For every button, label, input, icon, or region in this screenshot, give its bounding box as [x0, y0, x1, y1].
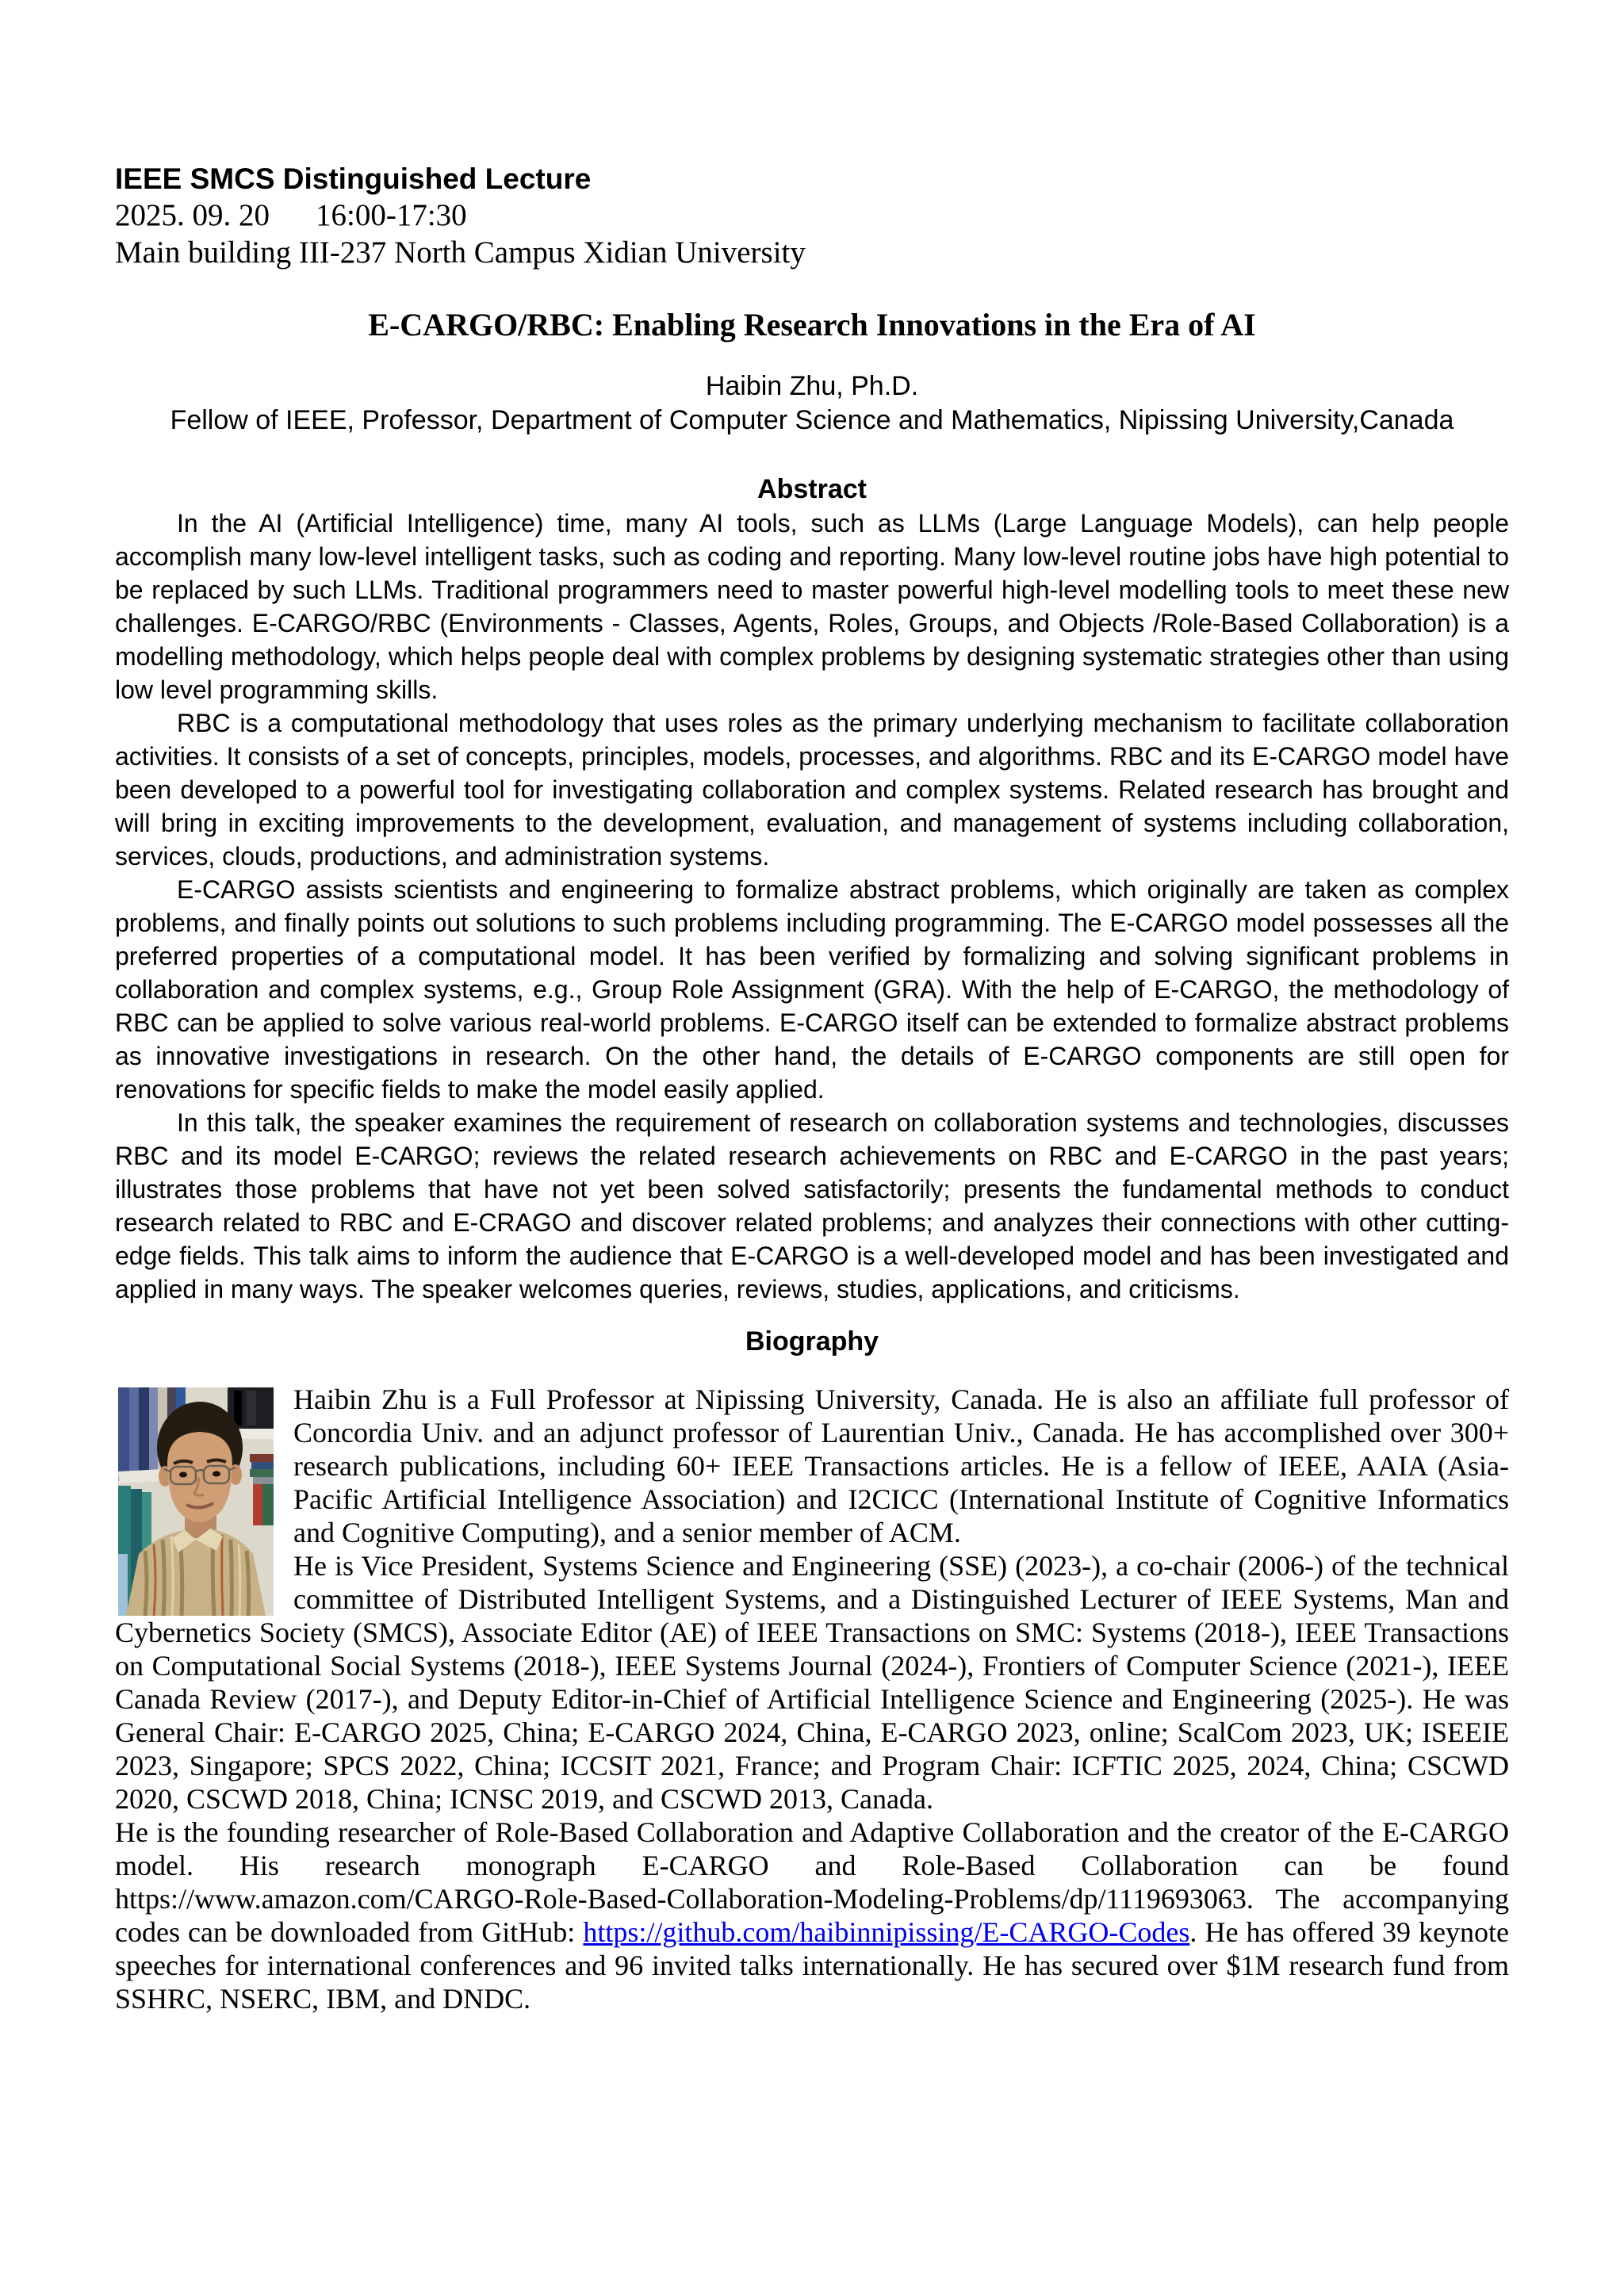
biography-heading: Biography	[745, 1326, 879, 1357]
flyer-header	[115, 161, 1509, 271]
amazon-url-text: https://www.amazon.com/CARGO-Role-Based-Collaboration-Modeling-Problems/dp/1119693063	[115, 1883, 1247, 1915]
abstract-paragraph-3: E-CARGO assists scientists and engineering to formalize abstract problems, which originally are taken as complex problems, and finally points out solutions to such problems including programming. The E-CARGO model possesses all the preferred properties of a computational model. It has been verified by formalizing and solving significant problems in collaboration and complex systems, e.g., Group Role Assignment (GRA). With the help of E-CARGO, the methodology of RBC can be applied to solve various real-world problems. E-CARGO itself can be extended to formalize abstract problems as innovative investigations in research. On the other hand, the details of E-CARGO components are still open for renovations for specific fields to make the model easily applied.	[115, 875, 1509, 1104]
speaker-photo-graphic	[118, 1387, 274, 1616]
lecture-datetime	[115, 197, 1509, 234]
abstract-paragraph-1: In the AI (Artificial Intelligence) time, many AI tools, such as LLMs (Large Language Models), can help people accomplish many low-level intelligent tasks, such as coding and reporting. Many low-level routine jobs have high potential to be replaced by such LLMs. Traditional programmers need to master powerful high-level modelling tools to meet these new challenges. E-CARGO/RBC (Environments - Classes, Agents, Roles, Groups, and Objects /Role-Based Collaboration) is a modelling methodology, which helps people deal with complex problems by designing systematic strategies other than using low level programming skills.	[115, 509, 1509, 704]
biography-p3-text-after: . He has offered 39 keynote speeches for international conferences and 96 invited talks internationally. He has secured over $1M research fund from SSHRC, NSERC, IBM, and DNDC.	[115, 1916, 1510, 2015]
lecture-time: 16:00-17:30	[316, 198, 467, 232]
abstract-paragraph-4: In this talk, the speaker examines the requirement of research on collaboration systems and technologies, discusses RBC and its model E-CARGO; reviews the related research achievements on RBC and E-CARGO in the past years; illustrates those problems that have not yet been solved satisfactorily; presents the fundamental methods to conduct research related to RBC and E-CRAGO and discover related problems; and analyzes their connections with other cutting-edge fields. This talk aims to inform the audience that E-CARGO is a well-developed model and has been investigated and applied in many ways. The speaker welcomes queries, reviews, studies, applications, and criticisms.	[115, 1108, 1509, 1303]
biography-section	[115, 1383, 1509, 2015]
speaker-name: Haibin Zhu, Ph.D.	[705, 371, 919, 401]
abstract-paragraph-2: RBC is a computational methodology that uses roles as the primary underlying mechanism to facilitate collaboration activities. It consists of a set of concepts, principles, models, processes, and algorithms. RBC and its E-CARGO model have been developed to a powerful tool for investigating collaboration and complex systems. Related research has brought and will bring in exciting improvements to the development, evaluation, and management of systems including collaboration, services, clouds, productions, and administration systems.	[115, 709, 1509, 871]
biography-p3-text-before: He is the founding researcher of Role-Based Collaboration and Adaptive Collaboration and the creator of the E-CARGO model. His research monograph E-CARGO and Role-Based Collaboration can be found	[115, 1816, 1509, 1881]
lecture-date: 2025. 09. 20	[115, 198, 270, 232]
biography-paragraph-2: He is Vice President, Systems Science and Engineering (SSE) (2023-), a co-chair (2006-) of the technical committee of Distributed Intelligent Systems, and a Distinguished Lecturer of IEEE Systems, Man and Cybernetics Society (SMCS), Associate Editor (AE) of IEEE Transactions on SMC: Systems (2018-), IEEE Transactions on Computational Social Systems (2018-), IEEE Systems Journal (2024-), Frontiers of Computer Science (2021-), IEEE Canada Review (2017-), and Deputy Editor-in-Chief of Artificial Intelligence Science and Engineering (2025-). He was General Chair: E-CARGO 2025, China; E-CARGO 2024, China, E-CARGO 2023, online; ScalCom 2023, UK; ISEEIE 2023, Singapore; SPCS 2022, China; ICCSIT 2021, France; and Program Chair: ICFTIC 2025, 2024, China; CSCWD 2020, CSCWD 2018, China; ICNSC 2019, and CSCWD 2013, Canada.	[115, 1550, 1509, 1815]
biography-paragraph-3	[115, 1816, 1509, 2015]
biography-paragraph-1: Haibin Zhu is a Full Professor at Nipissing University, Canada. He is also an affiliate full professor of Concordia Univ. and an adjunct professor of Laurentian Univ., Canada. He has accomplished over 300+ research publications, including 60+ IEEE Transactions articles. He is a fellow of IEEE, AAIA (Asia-Pacific Artificial Intelligence Association) and I2CICC (International Institute of Cognitive Informatics and Cognitive Computing), and a senior member of ACM.	[293, 1383, 1509, 1548]
speaker-affiliation: Fellow of IEEE, Professor, Department of Computer Science and Mathematics, Nipissing University,Canada	[170, 405, 1454, 435]
lecture-title: E-CARGO/RBC: Enabling Research Innovations in the Era of AI	[368, 307, 1256, 342]
lecture-series-title: IEEE SMCS Distinguished Lecture	[115, 163, 592, 195]
abstract-heading: Abstract	[757, 474, 867, 504]
github-link[interactable]: https://github.com/haibinnipissing/E-CARGO-Codes	[583, 1916, 1190, 1948]
biography-p3-text-mid: . The accompanying codes can be downloaded from GitHub:	[115, 1883, 1509, 1948]
speaker-photo	[118, 1387, 274, 1616]
lecture-location: Main building III-237 North Campus Xidian University	[115, 235, 806, 270]
